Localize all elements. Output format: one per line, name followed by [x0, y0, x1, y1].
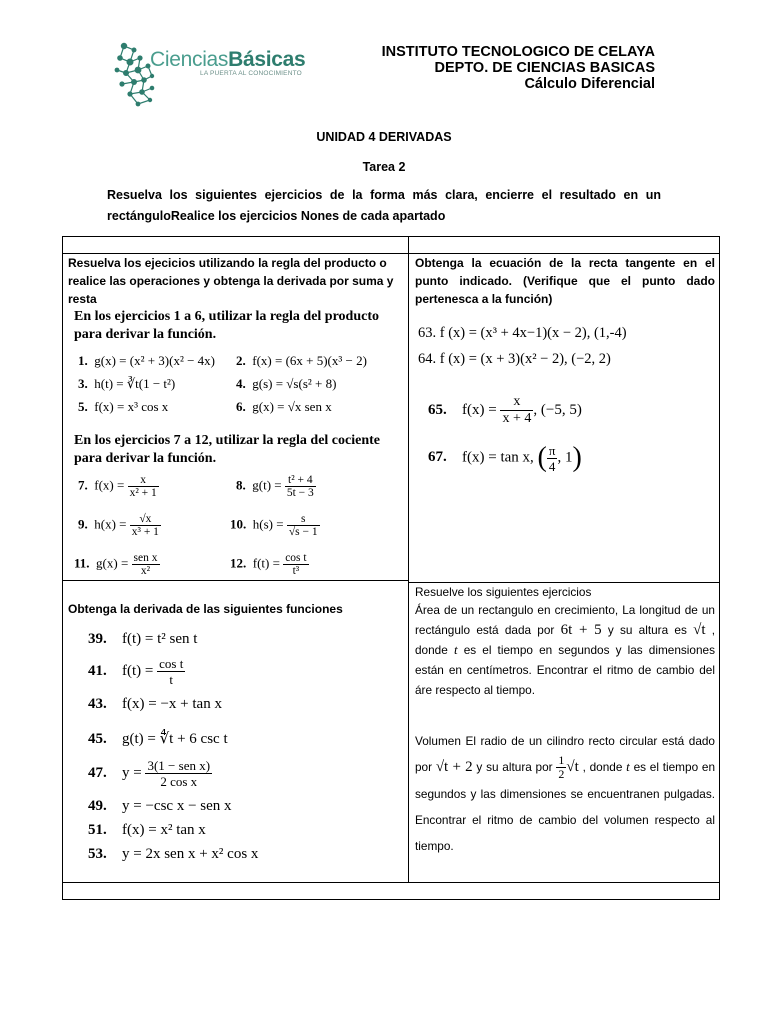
task-title: Tarea 2: [362, 160, 406, 174]
instructions: Resuelva los siguientes ejercicios de la forma más clara, encierre el resultado en un rectánguloRealice los ejercicios Nones de cada apartado: [107, 188, 661, 223]
exercise-6: 6. g(x) = √x sen x: [236, 399, 332, 414]
exercise-64: 64. f (x) = (x + 3)(x² − 2), (−2, 2): [418, 351, 611, 367]
exercise-1: 1. g(x) = (x² + 3)(x² − 4x): [78, 353, 216, 368]
exercise-7: 7. f(x) = $\frac{x}{\text{x² + 1}}$: [78, 474, 157, 499]
exercise-10: 10. h(s) = $\frac{s}{√s - 1}$: [230, 513, 318, 538]
exercise-3: 3. h(t) = ∛t(1 − t²): [78, 376, 176, 391]
product-rule-heading: Resuelva los ejecicios utilizando la regla del producto o realice las operaciones y obtenga la derivada por suma y resta: [68, 256, 394, 306]
exercise-4: 4. g(s) = √s(s² + 8): [236, 376, 337, 391]
exercise-2: 2. f(x) = (6x + 5)(x³ − 2): [236, 353, 367, 368]
exercise-63: 63. f (x) = (x³ + 4x−1)(x − 2), (1,-4): [418, 325, 627, 341]
institute-name: INSTITUTO TECNOLOGICO DE CELAYA: [381, 44, 655, 60]
problem-cylinder-volume: Volumen El radio de un cilindro recto circular está dado por √t + 2 y su altura por $\frac{1}{2}$ √t , donde t es el tiempo en segundos y las dimensiones se encuentranen pulgadas. Encontrar el ritmo de cambio del volumen respecto al tiempo.: [415, 734, 716, 854]
quotient-rule-instructions: En los ejercicios 7 a 12, utilizar la regla del cociente para derivar la función.: [74, 433, 380, 466]
derivatives-heading: Obtenga la derivada de las siguientes funciones: [68, 602, 343, 616]
logo-wordmark: CienciasBásicas: [150, 48, 306, 71]
exercise-51: 51. f(x) = x² tan x: [88, 822, 206, 838]
exercise-41: 41. f(t) = $\frac{\text{cos t}}{t}$: [88, 656, 184, 687]
department-name: DEPTO. DE CIENCIAS BASICAS: [434, 60, 655, 76]
course-name: Cálculo Diferencial: [524, 76, 655, 92]
exercise-53: 53. y = 2x sen x + x² cos x: [88, 846, 259, 862]
applied-problems-heading: Resuelve los siguientes ejercicios: [415, 585, 592, 599]
exercise-5: 5. f(x) = x³ cos x: [78, 399, 169, 414]
exercise-12: 12. f(t) = $\frac{\text{cos t}}{\text{t³}}$: [230, 552, 307, 577]
exercise-39: 39. f(t) = t² sen t: [88, 631, 198, 647]
exercise-49: 49. y = −csc x − sen x: [88, 798, 232, 814]
product-rule-instructions: En los ejercicios 1 a 6, utilizar la regla del producto para derivar la función.: [74, 309, 379, 342]
problem-rectangle-area: Área de un rectangulo en crecimiento, La longitud de un rectángulo está dada por 6t + 5 y su altura es √t , donde t es el tiempo en segundos y las dimensiones están en centímetros. Encontrar el ritmo de cambio del áre respecto al tiempo.: [415, 603, 716, 697]
exercise-8: 8. g(t) = $\frac{\text{t² + 4}}{5t - 3}$: [236, 474, 314, 499]
exercise-43: 43. f(x) = −x + tan x: [88, 696, 222, 712]
exercise-45: 45. g(t) = ∜t + 6 csc t: [88, 731, 228, 747]
exercise-47: 47. y = $\frac{\text{3(1 − sen x)}}{\text{2 cos x}}$: [88, 758, 211, 789]
logo-tagline: LA PUERTA AL CONOCIMIENTO: [200, 70, 302, 77]
unit-title: UNIDAD 4 DERIVADAS: [316, 130, 452, 144]
exercise-65: 65. f(x) = $\frac{x}{x + 4}$ , (−5, 5): [428, 394, 582, 426]
exercise-11: 11. g(x) = $\frac{\text{sen x}}{\text{x²}}$: [74, 552, 158, 577]
exercise-67: 67. f(x) = tan x, ( $\frac{\pi}{4}$ , 1): [428, 442, 582, 474]
exercise-9: 9. h(x) = $\frac{√x}{\text{x³ + 1}}$: [78, 513, 159, 538]
tangent-line-heading: Obtenga la ecuación de la recta tangente en el punto indicado. (Verifique que el punto dado pertenesca a la función): [415, 256, 715, 306]
